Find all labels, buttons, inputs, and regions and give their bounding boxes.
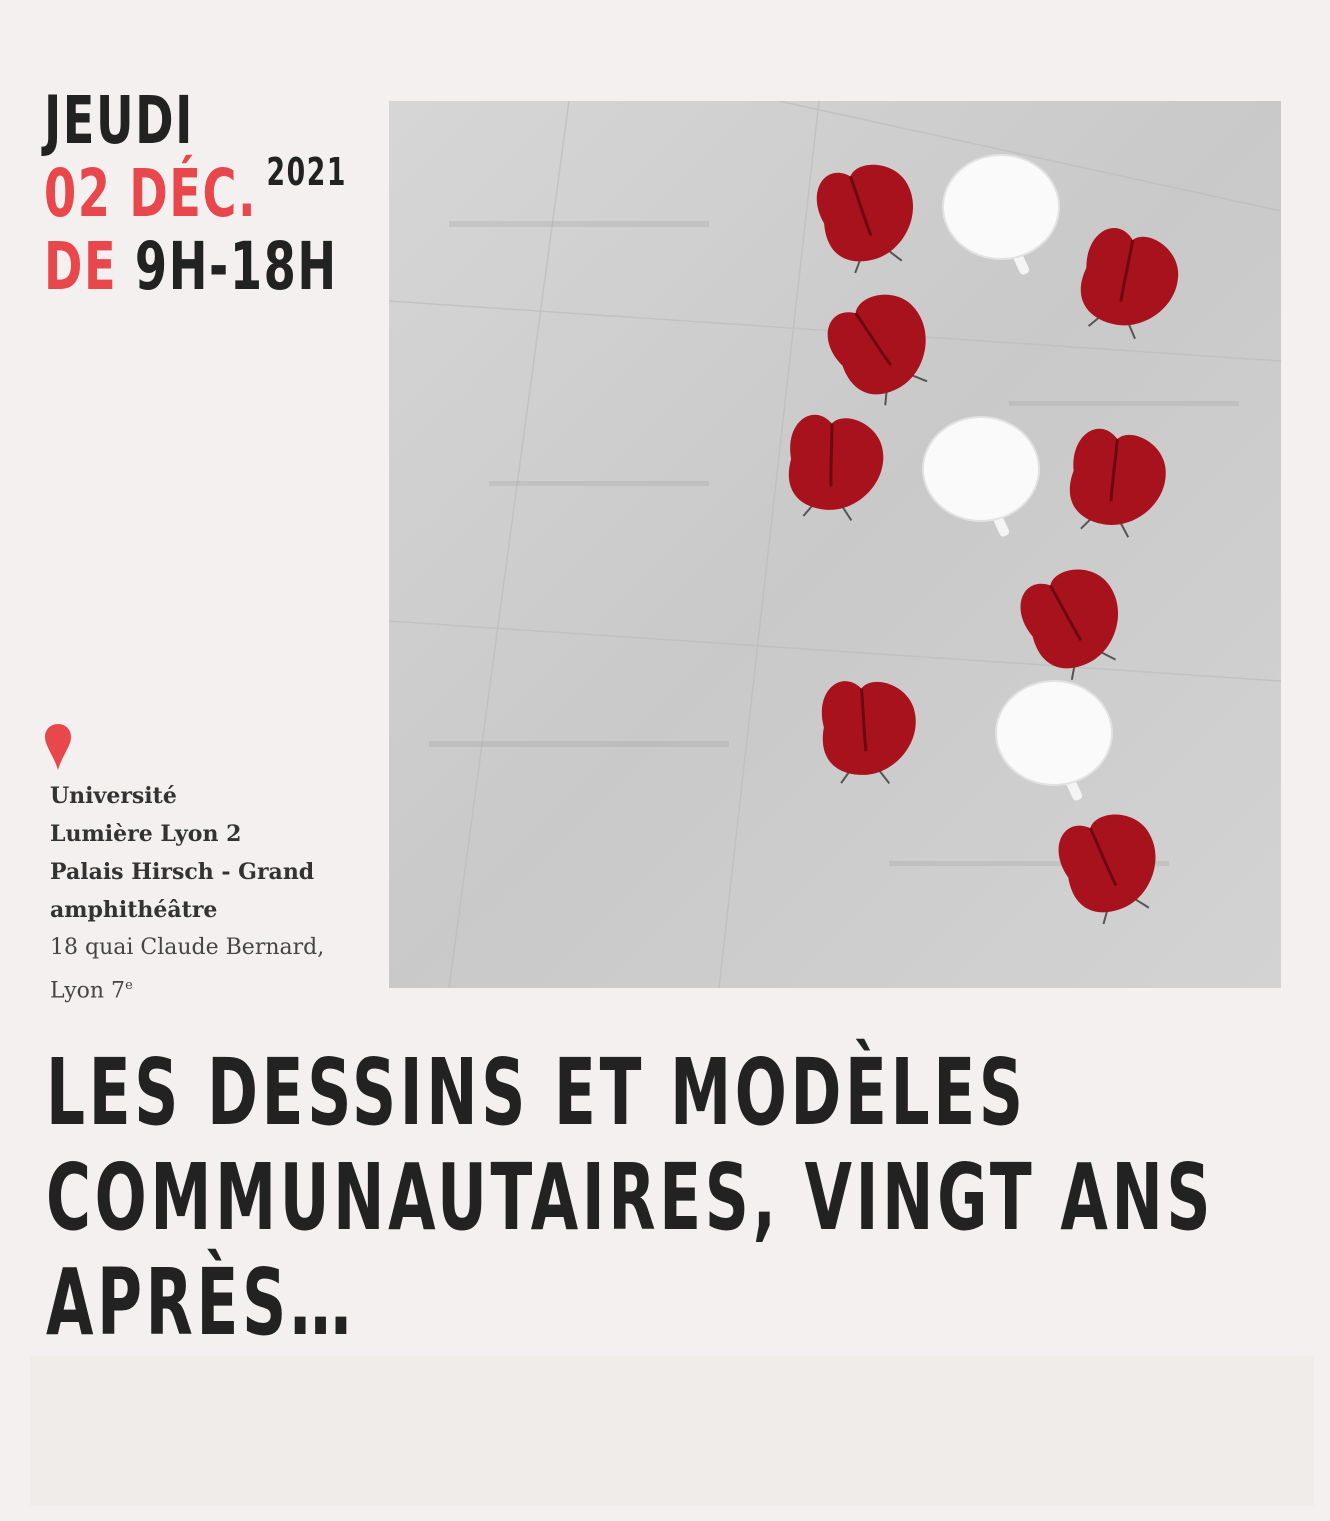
event-title: [46, 1040, 1304, 1355]
event-date: [44, 150, 347, 234]
venue-line: Palais Hirsch - Grand: [50, 859, 315, 885]
venue-line: Lumière Lyon 2: [50, 821, 242, 847]
chairs-photo-illustration: [389, 101, 1281, 988]
venue-line: amphithéâtre: [50, 897, 218, 923]
event-hours: [44, 228, 347, 307]
event-title-line: APRÈS…: [46, 1249, 355, 1356]
event-day: JEUDI: [44, 82, 194, 159]
address-city-text: Lyon 7: [50, 978, 126, 1004]
event-date-block: [44, 82, 347, 307]
address-street: 18 quai Claude Bernard,: [50, 935, 325, 960]
event-title-line: LES DESSINS ET MODÈLES: [46, 1039, 1027, 1146]
event-title-line: COMMUNAUTAIRES, VINGT ANS: [46, 1144, 1215, 1251]
event-photo: [389, 101, 1281, 988]
event-year: 2021: [266, 150, 347, 194]
event-date-text: 02 DÉC.: [44, 155, 258, 232]
address-city-sup: e: [125, 978, 133, 993]
address-city: [50, 967, 354, 1010]
map-pin-icon: [44, 722, 72, 772]
content-panel: [30, 1356, 1314, 1506]
event-location: [44, 722, 354, 1010]
venue-line: Université: [50, 783, 177, 809]
hours-prefix: DE: [44, 228, 118, 305]
hours-value: 9H-18H: [134, 228, 338, 305]
